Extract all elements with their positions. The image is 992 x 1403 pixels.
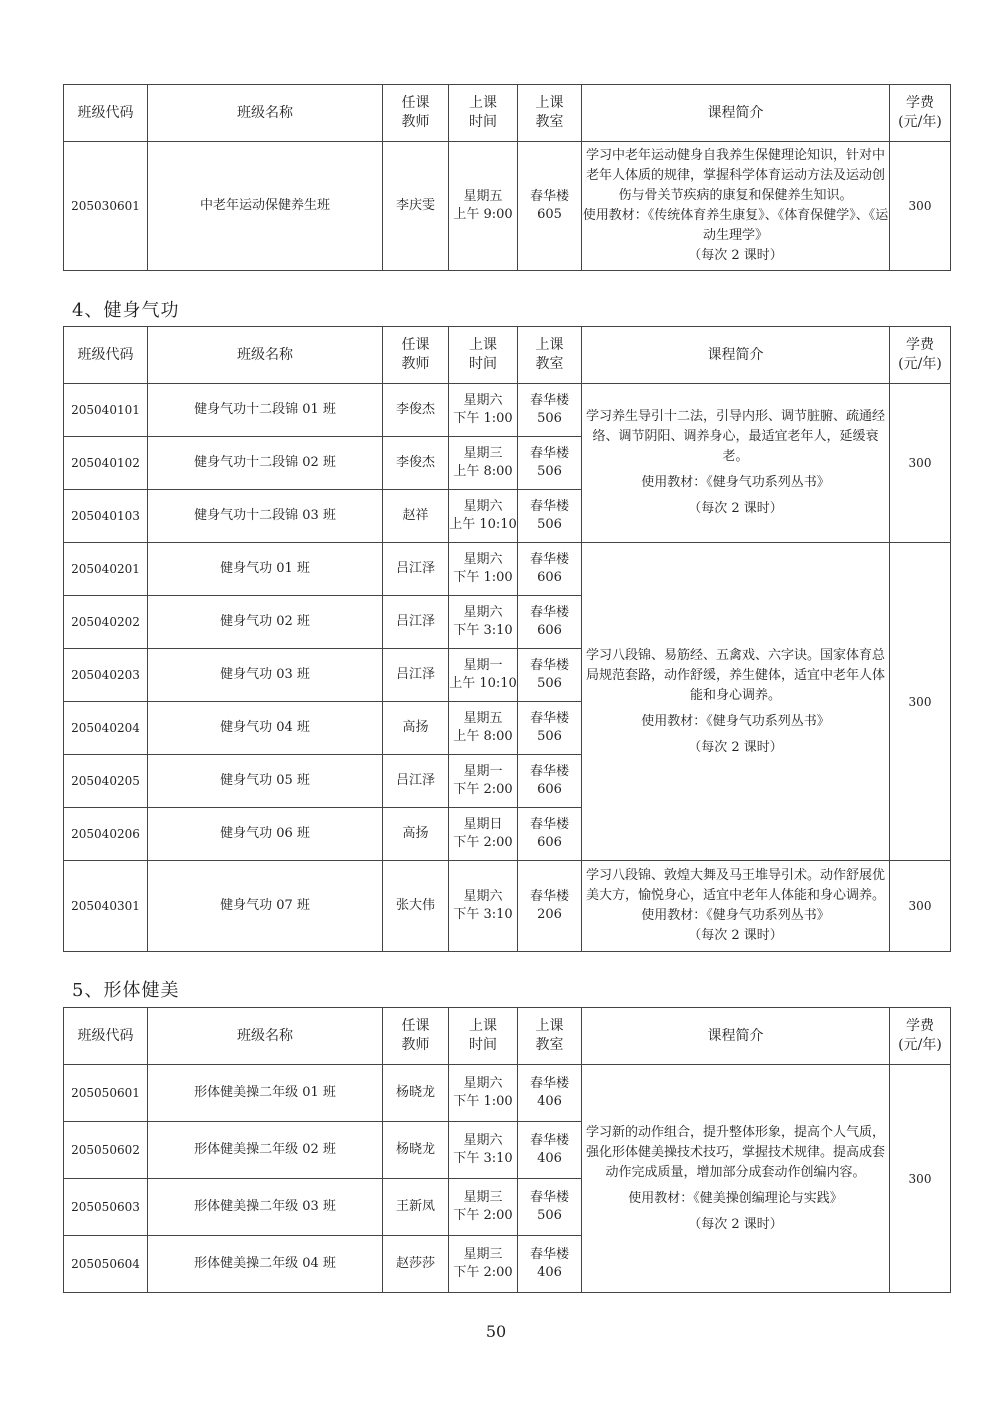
course-intro	[582, 861, 890, 952]
header-fee: 学费 (元/年)	[890, 1008, 951, 1065]
header-room: 上课 教室	[518, 327, 582, 384]
classroom: 春华楼 206	[518, 861, 582, 952]
header-room: 上课 教室	[518, 1008, 582, 1065]
classroom: 春华楼 406	[518, 1236, 582, 1293]
class-time: 星期日 下午 2:00	[449, 808, 518, 861]
class-code: 205030601	[64, 142, 148, 271]
intro-paragraph: 学习中老年运动健身自我养生保健理论知识，针对中老年人体质的规律，掌握科学体育运动方法及运动创伤与骨关节疾病的康复和保健养生知识。	[585, 148, 885, 203]
classroom: 春华楼 506	[518, 384, 582, 437]
class-name: 形体健美操二年级 01 班	[148, 1065, 383, 1122]
course-intro	[582, 1065, 890, 1293]
teacher-name: 高扬	[383, 808, 449, 861]
header-code: 班级代码	[64, 1008, 148, 1065]
header-time: 上课 时间	[449, 85, 518, 142]
intro-paragraph: （每次 2 课时）	[688, 248, 783, 263]
intro-paragraph: 学习八段锦、敦煌大舞及马王堆导引术。动作舒展优美大方，愉悦身心，适宜中老年人体能和身心调养。	[585, 868, 885, 903]
intro-paragraph: 学习新的动作组合，提升整体形象，提高个人气质，强化形体健美操技术技巧，掌握技术规律。提高成套动作完成质量，增加部分成套动作创编内容。	[585, 1124, 885, 1180]
class-code: 205040101	[64, 384, 148, 437]
section-title-qigong: 4、健身气功	[72, 300, 180, 321]
classroom: 春华楼 606	[518, 543, 582, 596]
classroom: 春华楼 506	[518, 1179, 582, 1236]
class-code: 205040301	[64, 861, 148, 952]
classroom: 春华楼 506	[518, 437, 582, 490]
table-header	[64, 85, 951, 142]
tuition-fee: 300	[890, 861, 951, 952]
class-time: 星期六 下午 3:10	[449, 1122, 518, 1179]
teacher-name: 李俊杰	[383, 384, 449, 437]
classroom: 春华楼 606	[518, 596, 582, 649]
class-name: 健身气功 06 班	[148, 808, 383, 861]
class-time: 星期三 下午 2:00	[449, 1179, 518, 1236]
class-time: 星期三 上午 8:00	[449, 437, 518, 490]
teacher-name: 李庆雯	[383, 142, 449, 271]
class-name: 形体健美操二年级 02 班	[148, 1122, 383, 1179]
header-teacher: 任课 教师	[383, 327, 449, 384]
class-time: 星期六 下午 1:00	[449, 1065, 518, 1122]
table-row	[64, 384, 951, 437]
classroom: 春华楼 506	[518, 490, 582, 543]
class-code: 205050603	[64, 1179, 148, 1236]
class-code: 205050604	[64, 1236, 148, 1293]
teacher-name: 吕江泽	[383, 543, 449, 596]
class-time: 星期六 下午 3:10	[449, 596, 518, 649]
class-time: 星期六 下午 1:00	[449, 384, 518, 437]
tuition-fee: 300	[890, 384, 951, 543]
intro-paragraph: （每次 2 课时）	[688, 928, 783, 943]
header-fee: 学费 (元/年)	[890, 327, 951, 384]
class-code: 205040201	[64, 543, 148, 596]
tuition-fee: 300	[890, 142, 951, 271]
table-row	[64, 142, 951, 271]
teacher-name: 赵莎莎	[383, 1236, 449, 1293]
tuition-fee: 300	[890, 1065, 951, 1293]
classroom: 春华楼 506	[518, 649, 582, 702]
intro-paragraph: 使用教材：《健身气功系列丛书》	[641, 908, 830, 923]
header-row	[64, 85, 951, 142]
classroom: 春华楼 606	[518, 808, 582, 861]
header-name: 班级名称	[148, 1008, 383, 1065]
class-name: 形体健美操二年级 04 班	[148, 1236, 383, 1293]
class-name: 健身气功 05 班	[148, 755, 383, 808]
classroom: 春华楼 605	[518, 142, 582, 271]
header-name: 班级名称	[148, 85, 383, 142]
table-header	[64, 327, 951, 384]
teacher-name: 赵祥	[383, 490, 449, 543]
class-time: 星期五 上午 8:00	[449, 702, 518, 755]
classroom: 春华楼 406	[518, 1065, 582, 1122]
class-name: 健身气功 02 班	[148, 596, 383, 649]
table-header	[64, 1008, 951, 1065]
header-teacher: 任课 教师	[383, 1008, 449, 1065]
class-time: 星期一 下午 2:00	[449, 755, 518, 808]
class-time: 星期六 下午 1:00	[449, 543, 518, 596]
intro-paragraph: 使用教材：《健身气功系列丛书》	[641, 475, 830, 490]
course-table-body-shaping	[63, 1007, 951, 1293]
page-number: 50	[485, 1322, 507, 1341]
class-time: 星期三 下午 2:00	[449, 1236, 518, 1293]
header-code: 班级代码	[64, 85, 148, 142]
classroom: 春华楼 606	[518, 755, 582, 808]
table-row	[64, 543, 951, 596]
course-intro	[582, 142, 890, 271]
header-fee: 学费 (元/年)	[890, 85, 951, 142]
table-row	[64, 861, 951, 952]
table-body	[64, 142, 951, 271]
class-code: 205040102	[64, 437, 148, 490]
classroom: 春华楼 406	[518, 1122, 582, 1179]
class-name: 健身气功 07 班	[148, 861, 383, 952]
intro-paragraph: 使用教材：《传统体育养生康复》、《体育保健学》、《运动生理学》	[582, 208, 889, 243]
course-table-fitness	[63, 84, 951, 271]
class-code: 205040205	[64, 755, 148, 808]
teacher-name: 高扬	[383, 702, 449, 755]
teacher-name: 王新凤	[383, 1179, 449, 1236]
teacher-name: 张大伟	[383, 861, 449, 952]
table-body	[64, 1065, 951, 1293]
header-time: 上课 时间	[449, 1008, 518, 1065]
class-code: 205040103	[64, 490, 148, 543]
class-name: 健身气功 03 班	[148, 649, 383, 702]
class-code: 205040206	[64, 808, 148, 861]
header-row	[64, 1008, 951, 1065]
class-code: 205040203	[64, 649, 148, 702]
section-title-body-shaping: 5、形体健美	[72, 980, 180, 1001]
intro-paragraph: 使用教材：《健身气功系列丛书》	[641, 713, 830, 729]
class-code: 205040202	[64, 596, 148, 649]
class-code: 205050602	[64, 1122, 148, 1179]
header-intro: 课程简介	[582, 1008, 890, 1065]
header-teacher: 任课 教师	[383, 85, 449, 142]
teacher-name: 杨晓龙	[383, 1065, 449, 1122]
class-time: 星期六 下午 3:10	[449, 861, 518, 952]
intro-paragraph: （每次 2 课时）	[688, 501, 783, 516]
teacher-name: 李俊杰	[383, 437, 449, 490]
course-intro	[582, 384, 890, 543]
header-name: 班级名称	[148, 327, 383, 384]
course-table-qigong	[63, 326, 951, 952]
teacher-name: 吕江泽	[383, 755, 449, 808]
intro-paragraph: 学习养生导引十二法，引导内形、调节脏腑、疏通经络、调节阴阳、调养身心，最适宜老年人，延缓衰老。	[585, 409, 885, 464]
course-intro	[582, 543, 890, 861]
intro-paragraph: 学习八段锦、易筋经、五禽戏、六字诀。国家体育总局规范套路，动作舒缓，养生健体，适宜中老年人体能和身心调养。	[585, 647, 885, 703]
class-name: 健身气功 04 班	[148, 702, 383, 755]
header-intro: 课程简介	[582, 327, 890, 384]
teacher-name: 杨晓龙	[383, 1122, 449, 1179]
table-row	[64, 1065, 951, 1122]
class-name: 健身气功十二段锦 01 班	[148, 384, 383, 437]
header-row	[64, 327, 951, 384]
class-name: 中老年运动保健养生班	[148, 142, 383, 271]
header-time: 上课 时间	[449, 327, 518, 384]
class-name: 形体健美操二年级 03 班	[148, 1179, 383, 1236]
class-name: 健身气功十二段锦 02 班	[148, 437, 383, 490]
intro-paragraph: （每次 2 课时）	[688, 1216, 783, 1232]
class-time: 星期六 上午 10:10	[449, 490, 518, 543]
class-name: 健身气功 01 班	[148, 543, 383, 596]
teacher-name: 吕江泽	[383, 596, 449, 649]
class-code: 205050601	[64, 1065, 148, 1122]
teacher-name: 吕江泽	[383, 649, 449, 702]
class-name: 健身气功十二段锦 03 班	[148, 490, 383, 543]
table-body	[64, 384, 951, 952]
intro-paragraph: 使用教材：《健美操创编理论与实践》	[628, 1190, 843, 1206]
header-room: 上课 教室	[518, 85, 582, 142]
tuition-fee: 300	[890, 543, 951, 861]
class-time: 星期五 上午 9:00	[449, 142, 518, 271]
class-time: 星期一 上午 10:10	[449, 649, 518, 702]
intro-paragraph: （每次 2 课时）	[688, 739, 783, 755]
classroom: 春华楼 506	[518, 702, 582, 755]
header-code: 班级代码	[64, 327, 148, 384]
header-intro: 课程简介	[582, 85, 890, 142]
class-code: 205040204	[64, 702, 148, 755]
